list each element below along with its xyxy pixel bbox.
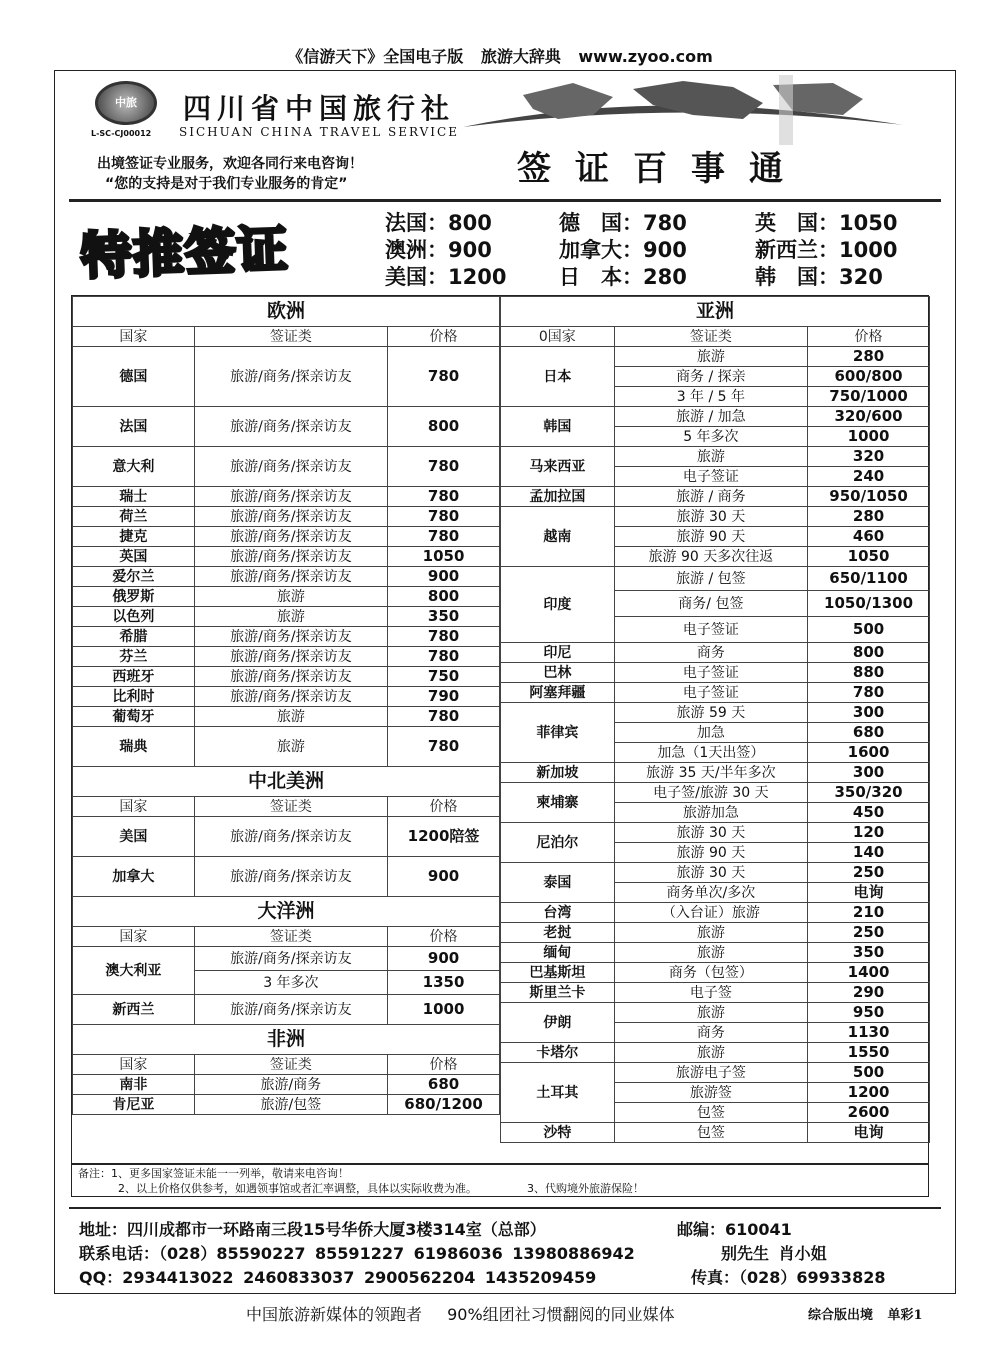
page-label: 综合版出境 单彩1 [808, 1308, 923, 1323]
visa-type-cell: 商务/ 包签 [614, 591, 807, 617]
visa-type-cell: 旅游 [614, 447, 807, 467]
country-cell: 卡塔尔 [501, 1043, 615, 1063]
table-row [73, 727, 500, 767]
price-cell: 240 [808, 467, 930, 487]
price-cell: 1000 [388, 995, 500, 1025]
price-cell: 600/800 [808, 367, 930, 387]
visa-type-cell: 旅游/包签 [194, 1095, 387, 1115]
table-row [501, 963, 930, 983]
price-cell: 280 [808, 347, 930, 367]
visa-type-cell: 旅游/商务/探亲访友 [194, 995, 387, 1025]
visa-type-cell: 旅游/商务/探亲访友 [194, 857, 387, 897]
price-cell: 1200陪签 [388, 817, 500, 857]
visa-type-cell: 电子签/旅游 30 天 [614, 783, 807, 803]
top-header: 《信游天下》全国电子版 旅游大辞典 www.zyoo.com [287, 47, 713, 66]
special-item: 法国：800 [385, 211, 492, 235]
country-cell: 孟加拉国 [501, 487, 615, 507]
visa-type-cell: 旅游/商务/探亲访友 [194, 627, 387, 647]
table-row [73, 687, 500, 707]
price-cell: 680 [388, 1075, 500, 1095]
price-cell: 电询 [808, 1123, 930, 1143]
visa-type-cell: 旅游/商务/探亲访友 [194, 687, 387, 707]
price-cell: 1600 [808, 743, 930, 763]
visa-type-cell: 旅游/商务/探亲访友 [194, 667, 387, 687]
table-row [501, 923, 930, 943]
visa-type-cell: 商务单次/多次 [614, 883, 807, 903]
visa-type-cell: 旅游/商务/探亲访友 [194, 407, 387, 447]
country-cell: 日本 [501, 347, 615, 407]
column-header: 0国家 [501, 327, 615, 347]
company-name-en: SICHUAN CHINA TRAVEL SERVICE [179, 125, 459, 139]
section-title: 大洋洲 [73, 897, 500, 927]
visa-type-cell: 旅游/商务/探亲访友 [194, 567, 387, 587]
table-row [501, 1003, 930, 1023]
visa-type-cell: 旅游/商务/探亲访友 [194, 547, 387, 567]
column-header: 价格 [388, 927, 500, 947]
special-price-grid [385, 207, 945, 288]
country-cell: 缅甸 [501, 943, 615, 963]
note-line-3: 3、代购境外旅游保险！ [527, 1182, 644, 1195]
note-line-2: 2、以上价格仅供参考，如遇领事馆或者汇率调整，具体以实际收费为准。 [118, 1182, 477, 1195]
price-table [71, 295, 929, 1165]
country-cell: 菲律宾 [501, 703, 615, 763]
table-row [501, 763, 930, 783]
visa-type-cell: 加急 [614, 723, 807, 743]
price-cell: 300 [808, 763, 930, 783]
special-item: 美国：1200 [385, 265, 507, 289]
special-item: 澳洲：900 [385, 238, 492, 262]
table-row [501, 407, 930, 427]
fax: 传真：（028）69933828 [691, 1268, 886, 1287]
price-cell: 800 [388, 407, 500, 447]
visa-type-cell: 旅游 90 天 [614, 527, 807, 547]
price-cell: 120 [808, 823, 930, 843]
country-cell: 意大利 [73, 447, 195, 487]
phone: 联系电话：（028）85590227 85591227 61986036 13980886942 [79, 1244, 635, 1263]
special-item: 新西兰：1000 [755, 238, 898, 262]
table-row [501, 863, 930, 883]
table-row [501, 783, 930, 803]
table-row [73, 507, 500, 527]
special-item: 日 本：280 [559, 265, 687, 289]
price-cell: 750/1000 [808, 387, 930, 407]
column-header: 签证类 [194, 1055, 387, 1075]
visa-type-cell: 旅游/商务/探亲访友 [194, 647, 387, 667]
table-row [501, 663, 930, 683]
price-cell: 780 [388, 727, 500, 767]
visa-type-cell: 旅游 [614, 943, 807, 963]
address: 地址：四川成都市一环路南三段15号华侨大厦3楼314室（总部） [79, 1220, 546, 1239]
country-cell: 阿塞拜疆 [501, 683, 615, 703]
table-row [501, 507, 930, 527]
price-cell: 780 [388, 507, 500, 527]
price-cell: 900 [388, 567, 500, 587]
asia-column [500, 296, 930, 1143]
column-header: 国家 [73, 797, 195, 817]
country-cell: 英国 [73, 547, 195, 567]
visa-type-cell: 旅游 30 天 [614, 863, 807, 883]
column-header: 签证类 [614, 327, 807, 347]
country-cell: 老挝 [501, 923, 615, 943]
price-cell: 1200 [808, 1083, 930, 1103]
country-cell: 韩国 [501, 407, 615, 447]
visa-type-cell: 旅游/商务/探亲访友 [194, 527, 387, 547]
country-cell: 土耳其 [501, 1063, 615, 1123]
price-cell: 1130 [808, 1023, 930, 1043]
country-cell: 俄罗斯 [73, 587, 195, 607]
price-cell: 780 [388, 487, 500, 507]
visa-type-cell: 旅游 [194, 727, 387, 767]
tagline-1: 出境签证专业服务，欢迎各同行来电咨询！ [97, 156, 363, 172]
price-cell: 1550 [808, 1043, 930, 1063]
visa-type-cell: 旅游 [194, 707, 387, 727]
header-divider [69, 199, 941, 202]
table-row [73, 707, 500, 727]
visa-type-cell: 旅游/商务/探亲访友 [194, 947, 387, 971]
country-cell: 新西兰 [73, 995, 195, 1025]
country-cell: 肯尼亚 [73, 1095, 195, 1115]
visa-type-cell: 旅游 [614, 347, 807, 367]
visa-type-cell: 电子签 [614, 983, 807, 1003]
table-row [73, 407, 500, 447]
country-cell: 希腊 [73, 627, 195, 647]
visa-type-cell: 旅游 [614, 1003, 807, 1023]
table-row [501, 903, 930, 923]
contacts: 别先生 肖小姐 [721, 1244, 827, 1263]
price-cell: 280 [808, 507, 930, 527]
price-cell: 1050 [808, 547, 930, 567]
country-cell: 伊朗 [501, 1003, 615, 1043]
table-row [501, 703, 930, 723]
price-cell: 780 [388, 527, 500, 547]
country-cell: 芬兰 [73, 647, 195, 667]
table-row [501, 683, 930, 703]
visa-banner-title: 签证百事通 [517, 149, 807, 189]
price-cell: 460 [808, 527, 930, 547]
visa-type-cell: 3 年 / 5 年 [614, 387, 807, 407]
column-header: 签证类 [194, 927, 387, 947]
visa-type-cell: 旅游 [194, 607, 387, 627]
country-cell: 越南 [501, 507, 615, 567]
price-cell: 780 [388, 707, 500, 727]
table-row [73, 487, 500, 507]
price-cell: 780 [388, 347, 500, 407]
country-cell: 巴林 [501, 663, 615, 683]
country-cell: 泰国 [501, 863, 615, 903]
country-cell: 以色列 [73, 607, 195, 627]
section-title: 中北美洲 [73, 767, 500, 797]
visa-type-cell: 电子签证 [614, 467, 807, 487]
price-cell: 2600 [808, 1103, 930, 1123]
visa-type-cell: 加急（1天出签） [614, 743, 807, 763]
visa-type-cell: 旅游 / 加急 [614, 407, 807, 427]
table-row [73, 947, 500, 971]
price-cell: 900 [388, 947, 500, 971]
special-item: 加拿大：900 [559, 238, 687, 262]
visa-type-cell: 旅游 90 天 [614, 843, 807, 863]
visa-type-cell: 旅游 [614, 1043, 807, 1063]
country-cell: 捷克 [73, 527, 195, 547]
column-header: 价格 [808, 327, 930, 347]
table-row [501, 487, 930, 507]
country-cell: 南非 [73, 1075, 195, 1095]
visa-type-cell: 旅游/商务/探亲访友 [194, 347, 387, 407]
section-title: 非洲 [73, 1025, 500, 1055]
table-row [501, 1043, 930, 1063]
country-cell: 澳大利亚 [73, 947, 195, 995]
country-cell: 美国 [73, 817, 195, 857]
country-cell: 印度 [501, 567, 615, 643]
price-cell: 800 [388, 587, 500, 607]
country-cell: 马来西亚 [501, 447, 615, 487]
footer-divider [69, 1207, 941, 1209]
table-row [73, 607, 500, 627]
price-cell: 750 [388, 667, 500, 687]
header [55, 71, 955, 289]
qq: QQ：2934413022 2460833037 2900562204 1435209459 [79, 1268, 597, 1287]
country-cell: 荷兰 [73, 507, 195, 527]
country-cell: 瑞典 [73, 727, 195, 767]
price-cell: 1050/1300 [808, 591, 930, 617]
visa-type-cell: （入台证）旅游 [614, 903, 807, 923]
license-number: L-SC-CJ00012 [91, 129, 152, 138]
company-name-cn: 四川省中国旅行社 [183, 92, 456, 125]
price-cell: 1350 [388, 971, 500, 995]
visa-type-cell: 商务 / 探亲 [614, 367, 807, 387]
table-row [73, 567, 500, 587]
country-cell: 巴基斯坦 [501, 963, 615, 983]
table-row [501, 823, 930, 843]
country-cell: 台湾 [501, 903, 615, 923]
price-cell: 350 [808, 943, 930, 963]
price-cell: 290 [808, 983, 930, 1003]
page-frame [54, 70, 956, 1294]
visa-type-cell: 旅游 59 天 [614, 703, 807, 723]
column-header: 国家 [73, 927, 195, 947]
visa-type-cell: 旅游 30 天 [614, 823, 807, 843]
note-line-1: 备注：1、更多国家签证未能一一列举，敬请来电咨询！ [78, 1167, 349, 1180]
country-cell: 法国 [73, 407, 195, 447]
bottom-slogan: 中国旅游新媒体的领跑者 90%组团社习惯翻阅的同业媒体 [246, 1305, 675, 1324]
table-row [73, 627, 500, 647]
visa-type-cell: 商务 [614, 643, 807, 663]
country-cell: 西班牙 [73, 667, 195, 687]
country-cell: 加拿大 [73, 857, 195, 897]
visa-type-cell: 包签 [614, 1123, 807, 1143]
table-row [73, 667, 500, 687]
postcode: 邮编：610041 [677, 1220, 792, 1239]
table-row [501, 643, 930, 663]
table-row [73, 347, 500, 407]
price-cell: 500 [808, 1063, 930, 1083]
visa-type-cell: 电子签证 [614, 617, 807, 643]
price-cell: 780 [388, 447, 500, 487]
table-row [73, 995, 500, 1025]
country-cell: 德国 [73, 347, 195, 407]
table-row [501, 567, 930, 591]
price-cell: 250 [808, 863, 930, 883]
price-cell: 210 [808, 903, 930, 923]
visa-type-cell: 包签 [614, 1103, 807, 1123]
special-item: 德 国：780 [559, 211, 687, 235]
country-cell: 葡萄牙 [73, 707, 195, 727]
country-cell: 比利时 [73, 687, 195, 707]
visa-type-cell: 旅游/商务/探亲访友 [194, 447, 387, 487]
price-cell: 900 [388, 857, 500, 897]
notes [71, 1163, 929, 1197]
column-header: 签证类 [194, 797, 387, 817]
column-header: 国家 [73, 327, 195, 347]
price-cell: 250 [808, 923, 930, 943]
visa-type-cell: 5 年多次 [614, 427, 807, 447]
table-row [501, 447, 930, 467]
visa-type-cell: 旅游加急 [614, 803, 807, 823]
price-cell: 350 [388, 607, 500, 627]
visa-type-cell: 旅游签 [614, 1083, 807, 1103]
table-row [73, 1095, 500, 1115]
price-cell: 650/1100 [808, 567, 930, 591]
country-cell: 印尼 [501, 643, 615, 663]
country-cell: 沙特 [501, 1123, 615, 1143]
price-cell: 320 [808, 447, 930, 467]
price-cell: 1000 [808, 427, 930, 447]
price-cell: 450 [808, 803, 930, 823]
section-title: 欧洲 [73, 297, 500, 327]
price-cell: 790 [388, 687, 500, 707]
country-cell: 瑞士 [73, 487, 195, 507]
visa-type-cell: 旅游/商务/探亲访友 [194, 507, 387, 527]
visa-type-cell: 旅游/商务 [194, 1075, 387, 1095]
table-row [501, 1063, 930, 1083]
table-row [73, 647, 500, 667]
column-header: 国家 [73, 1055, 195, 1075]
world-map-icon [463, 75, 903, 145]
section-title: 亚洲 [501, 297, 930, 327]
special-item: 英 国：1050 [755, 211, 898, 235]
country-cell: 斯里兰卡 [501, 983, 615, 1003]
visa-type-cell: 旅游 35 天/半年多次 [614, 763, 807, 783]
column-header: 价格 [388, 797, 500, 817]
visa-type-cell: 旅游 90 天多次往返 [614, 547, 807, 567]
price-cell: 1050 [388, 547, 500, 567]
price-cell: 880 [808, 663, 930, 683]
table-row [73, 857, 500, 897]
price-cell: 800 [808, 643, 930, 663]
visa-type-cell: 旅游 30 天 [614, 507, 807, 527]
table-row [501, 983, 930, 1003]
table-row [73, 1075, 500, 1095]
visa-type-cell: 旅游 [194, 587, 387, 607]
visa-type-cell: 旅游电子签 [614, 1063, 807, 1083]
table-row [73, 447, 500, 487]
price-cell: 780 [808, 683, 930, 703]
table-row [501, 1123, 930, 1143]
logo-mark: 中旅 [115, 96, 137, 109]
column-header: 价格 [388, 1055, 500, 1075]
visa-type-cell: 旅游 / 商务 [614, 487, 807, 507]
visa-type-cell: 电子签证 [614, 663, 807, 683]
price-cell: 780 [388, 647, 500, 667]
price-cell: 140 [808, 843, 930, 863]
table-row [501, 943, 930, 963]
visa-type-cell: 旅游/商务/探亲访友 [194, 817, 387, 857]
price-cell: 950/1050 [808, 487, 930, 507]
price-cell: 680/1200 [388, 1095, 500, 1115]
country-cell: 尼泊尔 [501, 823, 615, 863]
visa-type-cell: 旅游 [614, 923, 807, 943]
cts-logo-icon [95, 81, 157, 125]
price-cell: 300 [808, 703, 930, 723]
table-row [73, 527, 500, 547]
price-cell: 350/320 [808, 783, 930, 803]
column-header: 签证类 [194, 327, 387, 347]
country-cell: 爱尔兰 [73, 567, 195, 587]
price-cell: 电询 [808, 883, 930, 903]
price-cell: 320/600 [808, 407, 930, 427]
special-visa-title: 特推签证 [80, 219, 291, 286]
price-cell: 780 [388, 627, 500, 647]
country-cell: 新加坡 [501, 763, 615, 783]
table-row [73, 587, 500, 607]
visa-type-cell: 3 年多次 [194, 971, 387, 995]
price-cell: 680 [808, 723, 930, 743]
special-item: 韩 国：320 [755, 265, 883, 289]
country-cell: 柬埔寨 [501, 783, 615, 823]
visa-type-cell: 商务 [614, 1023, 807, 1043]
table-row [73, 817, 500, 857]
visa-type-cell: 旅游/商务/探亲访友 [194, 487, 387, 507]
price-cell: 1400 [808, 963, 930, 983]
table-row [73, 547, 500, 567]
visa-type-cell: 商务（包签） [614, 963, 807, 983]
tagline-2: “您的支持是对于我们专业服务的肯定” [105, 176, 348, 192]
price-cell: 950 [808, 1003, 930, 1023]
table-row [501, 347, 930, 367]
left-column [72, 296, 500, 1115]
price-cell: 500 [808, 617, 930, 643]
visa-type-cell: 旅游 / 包签 [614, 567, 807, 591]
visa-type-cell: 电子签证 [614, 683, 807, 703]
column-header: 价格 [388, 327, 500, 347]
